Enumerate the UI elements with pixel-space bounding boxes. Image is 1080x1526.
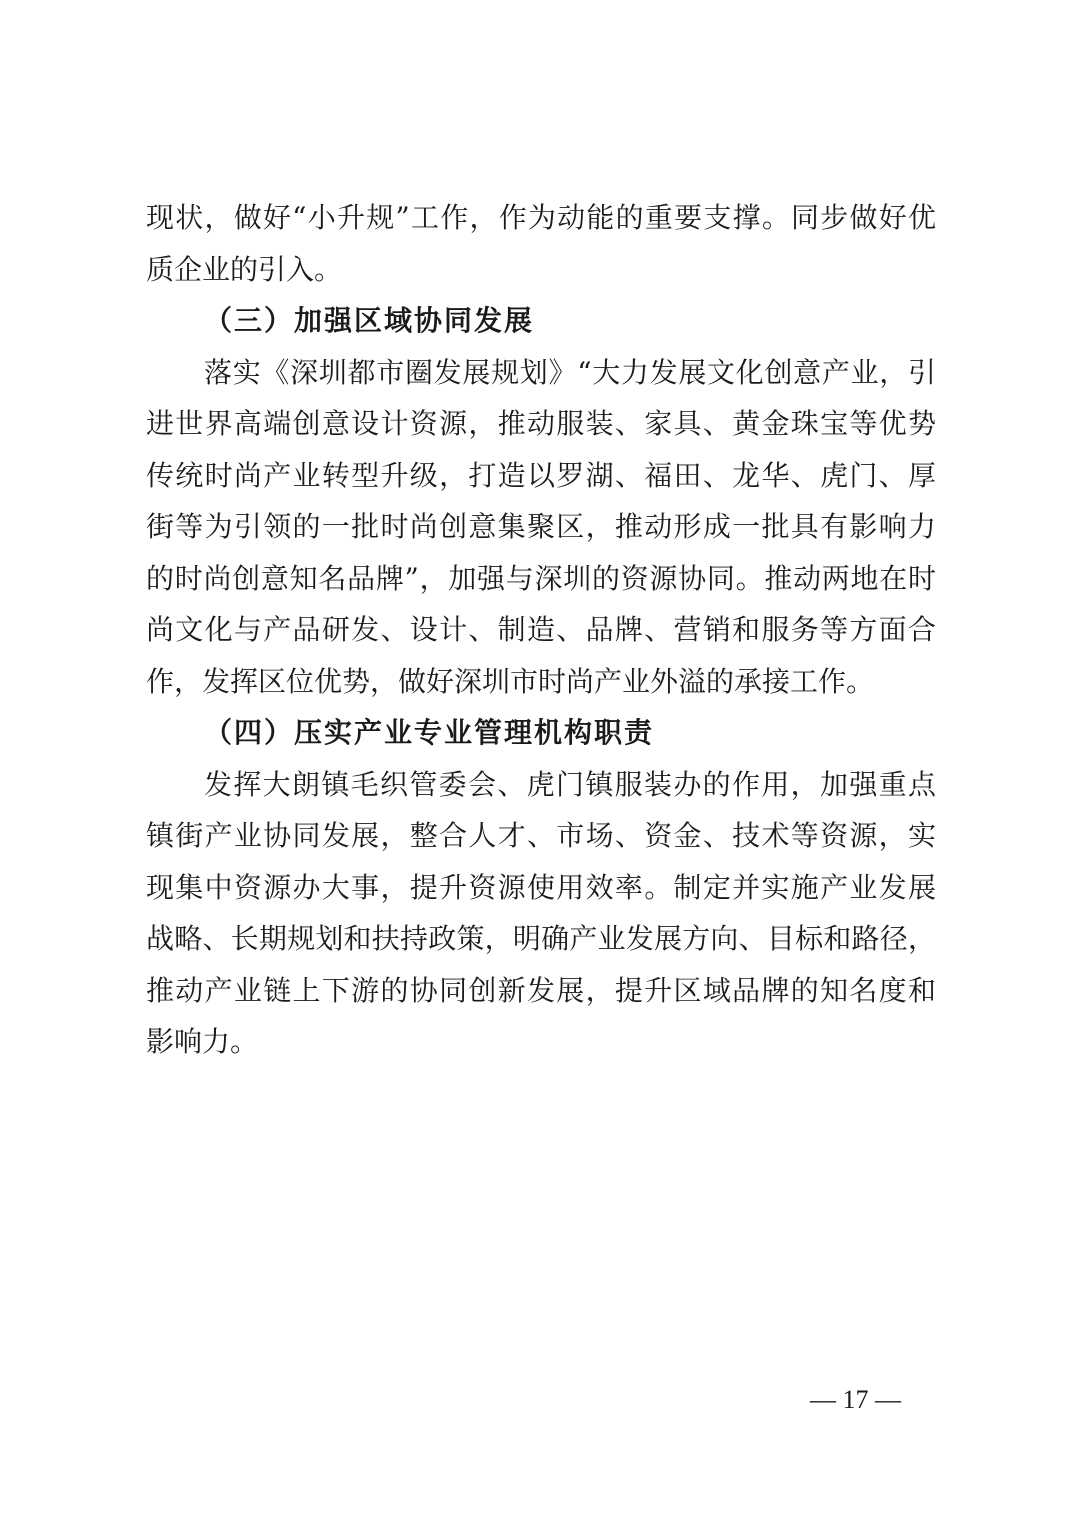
paragraph-line: 现状，做好“小升规”工作，作为动能的重要支撑。同步做好优 bbox=[146, 201, 936, 234]
paragraph-line: 落实《深圳都市圈发展规划》“大力发展文化创意产业，引 bbox=[204, 355, 936, 389]
paragraph-line: 现集中资源办大事，提升资源使用效率。制定并实施产业发展 bbox=[146, 870, 936, 904]
paragraph-line: 的时尚创意知名品牌”，加强与深圳的资源协同。推动两地在时 bbox=[146, 561, 936, 595]
paragraph-line: 战略、长期规划和扶持政策，明确产业发展方向、目标和路径， bbox=[146, 922, 936, 955]
document-body bbox=[146, 192, 936, 1068]
paragraph-line: 街等为引领的一批时尚创意集聚区，推动形成一批具有影响力 bbox=[146, 510, 936, 543]
paragraph-line: 质企业的引入。 bbox=[146, 252, 343, 286]
section-heading-4: （四）压实产业专业管理机构职责 bbox=[204, 716, 655, 749]
section-heading-3: （三）加强区域协同发展 bbox=[204, 304, 535, 337]
paragraph-line: 传统时尚产业转型升级，打造以罗湖、福田、龙华、虎门、厚 bbox=[146, 458, 936, 492]
paragraph-line: 影响力。 bbox=[146, 1025, 259, 1058]
paragraph-line: 尚文化与产品研发、设计、制造、品牌、营销和服务等方面合 bbox=[146, 613, 936, 646]
paragraph-line: 推动产业链上下游的协同创新发展，提升区域品牌的知名度和 bbox=[146, 973, 936, 1007]
paragraph-line: 发挥大朗镇毛织管委会、虎门镇服装办的作用，加强重点 bbox=[204, 767, 936, 801]
paragraph-line: 作，发挥区位优势，做好深圳市时尚产业外溢的承接工作。 bbox=[146, 664, 875, 698]
paragraph-line: 镇街产业协同发展，整合人才、市场、资金、技术等资源，实 bbox=[146, 819, 936, 852]
page-number: — 17 — bbox=[810, 1385, 901, 1414]
paragraph-line: 进世界高端创意设计资源，推动服装、家具、黄金珠宝等优势 bbox=[146, 407, 936, 440]
